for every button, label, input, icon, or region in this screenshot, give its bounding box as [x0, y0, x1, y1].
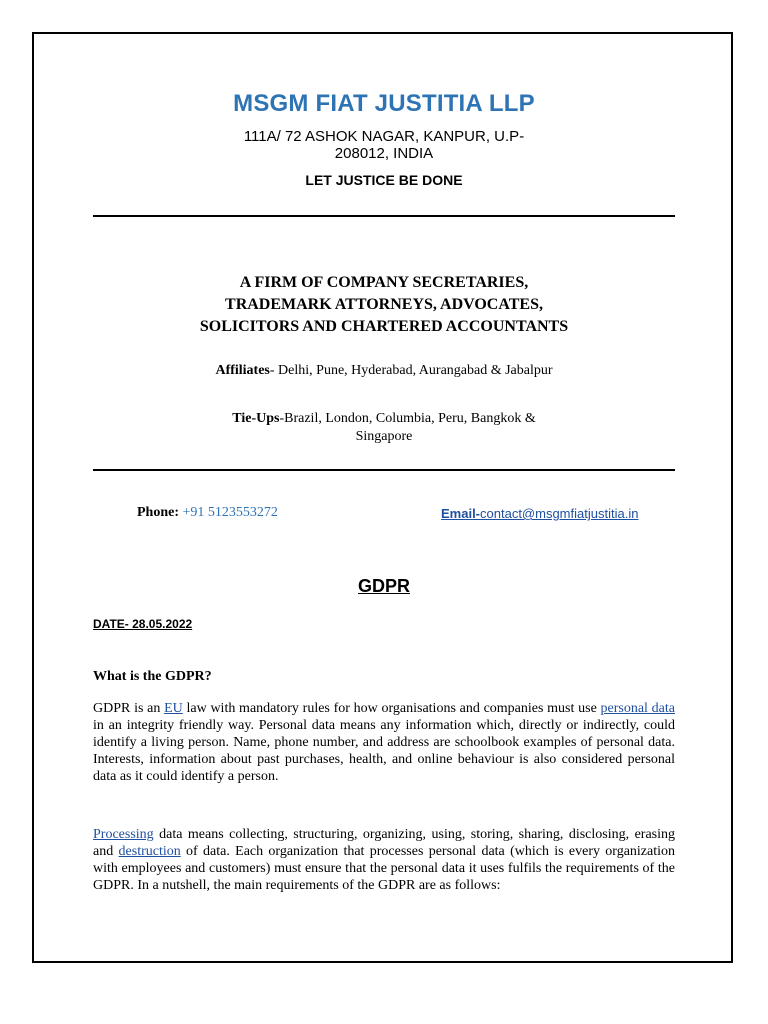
paragraph-processing: [93, 826, 675, 894]
eu-link[interactable]: EU: [164, 701, 183, 716]
tieups-text: -Brazil, London, Columbia, Peru, Bangkok & Singapore: [279, 411, 536, 444]
email-label[interactable]: Email-: [441, 506, 481, 521]
phone-label: Phone:: [137, 505, 179, 520]
email-line: [441, 506, 638, 521]
personal-data-link[interactable]: personal data: [600, 701, 675, 716]
affiliates-text: - Delhi, Pune, Hyderabad, Aurangabad & Jabalpur: [269, 363, 553, 378]
destruction-link[interactable]: destruction: [118, 844, 181, 859]
paragraph-text: GDPR is an: [93, 701, 165, 716]
tieups-label: Tie-Ups: [232, 411, 280, 426]
processing-link[interactable]: Processing: [93, 827, 154, 842]
phone-number[interactable]: +91 5123553272: [179, 505, 278, 520]
document-title: GDPR: [357, 576, 410, 596]
firm-description: A FIRM OF COMPANY SECRETARIES, TRADEMARK ATTORNEYS, ADVOCATES, SOLICITORS AND CHARTERED ACCOUNTANTS: [199, 274, 569, 335]
affiliates-line: [214, 362, 554, 380]
paragraph-text: of data. Each organization that processes personal data (which is every organization with employees and customers) must ensure that the personal data it uses fulfils the requirements of the GDPR. In a nutshell, the main requirements of the GDPR are as follows:: [93, 844, 676, 893]
divider: [93, 215, 675, 217]
paragraph-gdpr-definition: [93, 700, 675, 785]
tieups-line: [214, 410, 554, 446]
email-link[interactable]: contact@msgmfiatjustitia.in: [480, 506, 639, 521]
affiliates-label: Affiliates: [215, 363, 270, 378]
paragraph-text: law with mandatory rules for how organisations and companies must use: [182, 701, 601, 716]
firm-motto: LET JUSTICE BE DONE: [305, 172, 463, 188]
phone-line: [137, 505, 278, 521]
document-date: DATE- 28.05.2022: [93, 617, 193, 631]
firm-address: 111A/ 72 ASHOK NAGAR, KANPUR, U.P-208012, INDIA: [243, 128, 525, 162]
firm-name: MSGM FIAT JUSTITIA LLP: [233, 90, 535, 117]
paragraph-text: in an integrity friendly way. Personal data means any information which, directly or indirectly, could identify a living person. Name, phone number, and address are schoolbook examples of personal data. Interests, information about past purchases, health, and online behaviour is also considered personal data as it could identify a person.: [93, 718, 675, 784]
section-heading: What is the GDPR?: [93, 669, 212, 684]
divider: [93, 469, 675, 471]
paragraph-text: data means collecting, structuring, organizing, using, storing, sharing, disclosing, erasing and: [93, 827, 675, 859]
